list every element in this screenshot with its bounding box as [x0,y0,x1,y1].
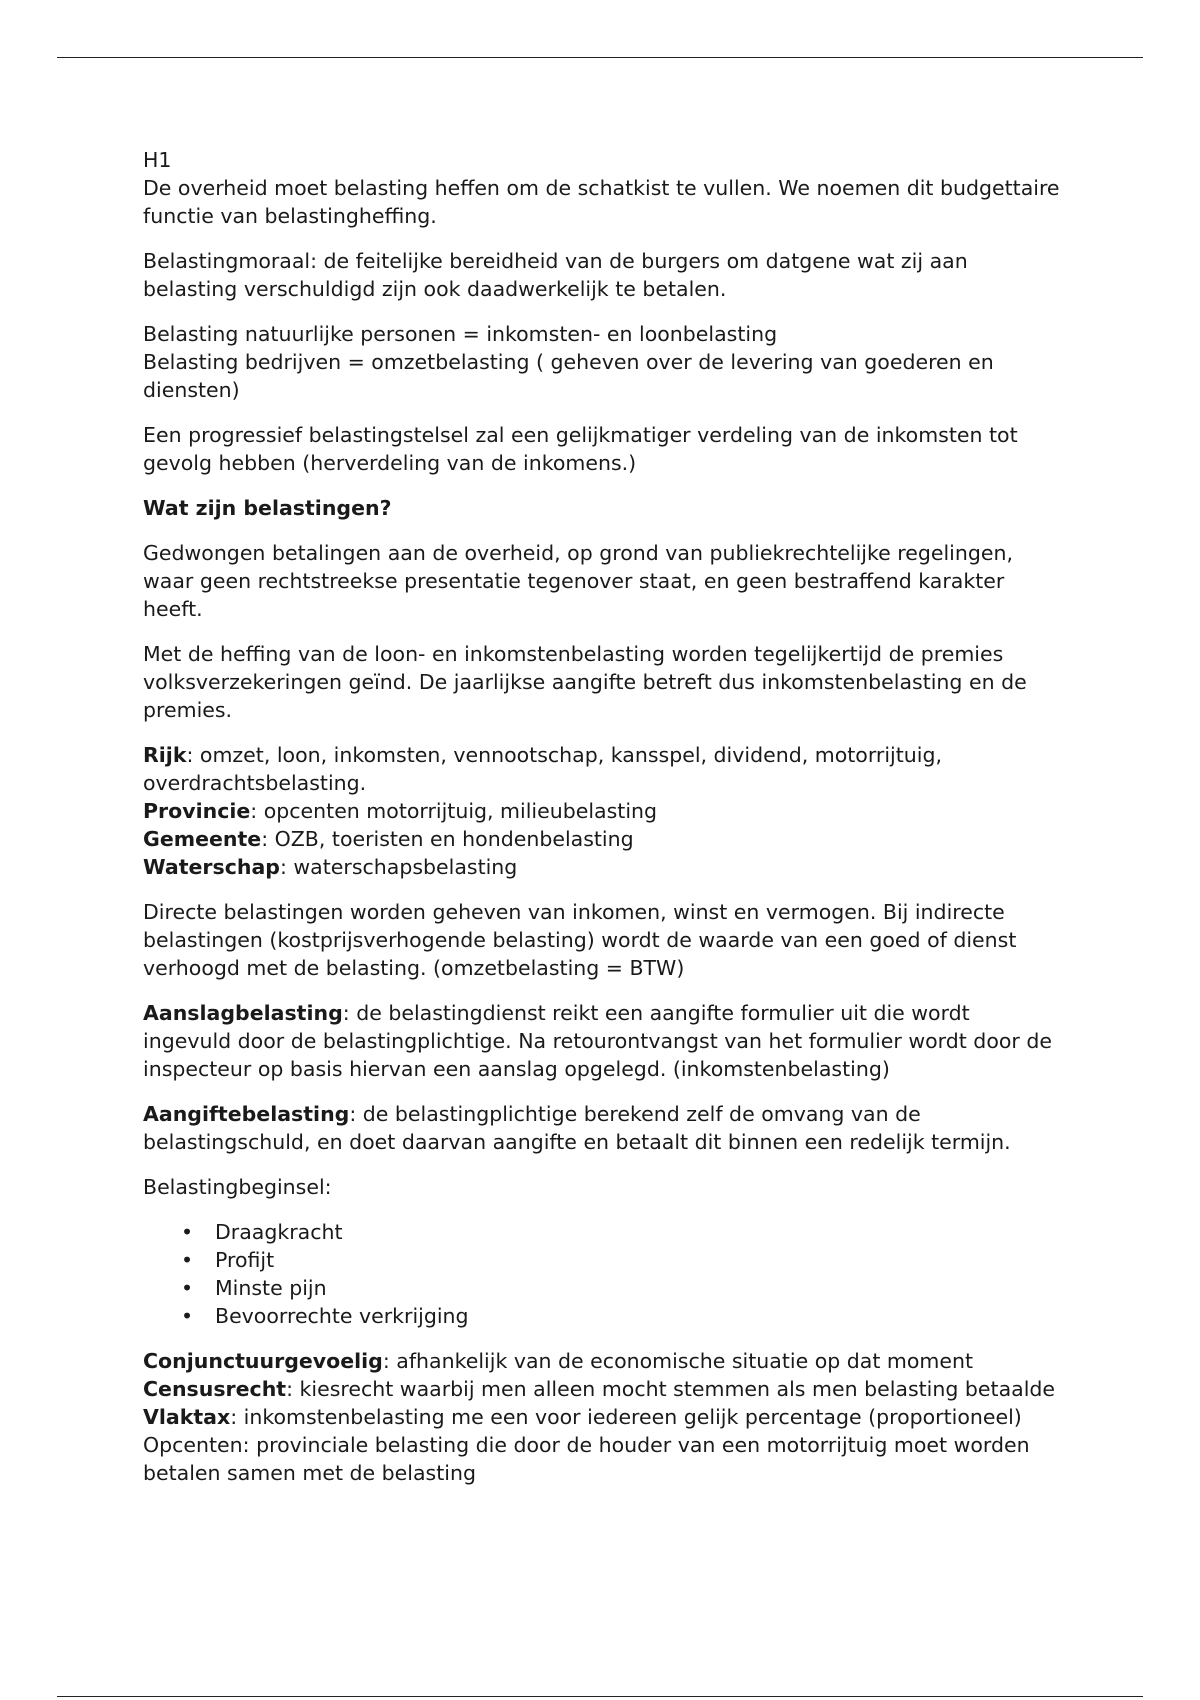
term-label: Vlaktax [143,1405,231,1429]
paragraph-definitie: Gedwongen betalingen aan de overheid, op grond van publiekrechtelijke regelingen, waar geen rechtstreekse presentatie tegenover staat, en geen bestraffend karakter heeft. [143,541,1013,621]
term-text: : afhankelijk van de economische situatie op dat moment [382,1349,974,1373]
list-item: • Profijt [215,1246,1063,1274]
paragraph-moraal: Belastingmoraal: de feitelijke bereidheid van de burgers om datgene wat zij aan belasting verschuldigd zijn ook daadwerkelijk te betalen. [143,249,968,301]
term-label: Aangiftebelasting [143,1102,350,1126]
term-label: Provincie [143,799,251,823]
paragraph-definities [143,1347,1063,1487]
document-body [143,146,1063,1504]
term-text: : inkomstenbelasting me een voor iedereen gelijk percentage (proportioneel) [230,1405,1022,1429]
definition-conjunctuurgevoelig [143,1347,1063,1375]
term-label: Gemeente [143,827,262,851]
term-label: Aanslagbelasting [143,1001,343,1025]
header-rule [57,57,1143,58]
paragraph-progressief: Een progressief belastingstelsel zal een gelijkmatiger verdeling van de inkomsten tot gevolg hebben (herverdeling van de inkomens.) [143,423,1018,475]
footer-rule [57,1696,1143,1697]
paragraph-aanslagbelasting [143,999,1063,1083]
term-text: : OZB, toeristen en hondenbelasting [261,827,634,851]
term-text: : de belastingplichtige berekend zelf de omvang van de belastingschuld, en doet daarvan aangifte en betaalt dit binnen een redelijk termijn. [143,1102,1011,1154]
level-provincie [143,797,1063,825]
term-text: : de belastingdienst reikt een aangifte formulier uit die wordt ingevuld door de belastingplichtige. Na retourontvangst van het formulier wordt door de inspecteur op basis hiervan een aanslag opgelegd. (inkomstenbelasting) [143,1001,1052,1081]
term-label: Rijk [143,743,187,767]
term-text: : omzet, loon, inkomsten, vennootschap, kansspel, dividend, motorrijtuig, overdrachtsbelasting. [143,743,942,795]
paragraph-personen [143,320,1063,404]
section-heading: H1 [143,148,172,172]
level-rijk [143,741,1063,797]
term-text: : waterschapsbelasting [279,855,518,879]
paragraph-heffing: Met de heffing van de loon- en inkomstenbelasting worden tegelijkertijd de premies volksverzekeringen geïnd. De jaarlijkse aangifte betreft dus inkomstenbelasting en de premies. [143,642,1027,722]
list-item: • Minste pijn [215,1274,1063,1302]
term-text: : kiesrecht waarbij men alleen mocht stemmen als men belasting betaalde [286,1377,1056,1401]
term-label: Censusrecht [143,1377,287,1401]
line-bedrijven: Belasting bedrijven = omzetbelasting ( geheven over de levering van goederen en diensten) [143,350,994,402]
paragraph-aangiftebelasting [143,1100,1063,1156]
paragraph-direct-indirect: Directe belastingen worden geheven van inkomen, winst en vermogen. Bij indirecte belastingen (kostprijsverhogende belasting) wordt de waarde van een goed of dienst verhoogd met de belasting. (omzetbelasting = BTW) [143,900,1017,980]
definition-vlaktax [143,1403,1063,1431]
line-natuurlijke-personen: Belasting natuurlijke personen = inkomsten- en loonbelasting [143,322,778,346]
subheading-text: Wat zijn belastingen? [143,496,392,520]
definition-opcenten: Opcenten: provinciale belasting die door de houder van een motorrijtuig moet worden betalen samen met de belasting [143,1433,1030,1485]
subheading-wat-zijn-belastingen [143,494,1063,522]
beginselen-list [143,1218,1063,1330]
definition-censusrecht [143,1375,1063,1403]
term-text: : opcenten motorrijtuig, milieubelasting [250,799,658,823]
paragraph-belastingbeginsel: Belastingbeginsel: [143,1175,332,1199]
term-label: Waterschap [143,855,280,879]
paragraph-overheidslagen [143,741,1063,881]
level-waterschap [143,853,1063,881]
term-label: Conjunctuurgevoelig [143,1349,383,1373]
list-item: • Draagkracht [215,1218,1063,1246]
level-gemeente [143,825,1063,853]
list-item: • Bevoorrechte verkrijging [215,1302,1063,1330]
paragraph-budget: De overheid moet belasting heffen om de schatkist te vullen. We noemen dit budgettaire functie van belastingheffing. [143,176,1060,228]
